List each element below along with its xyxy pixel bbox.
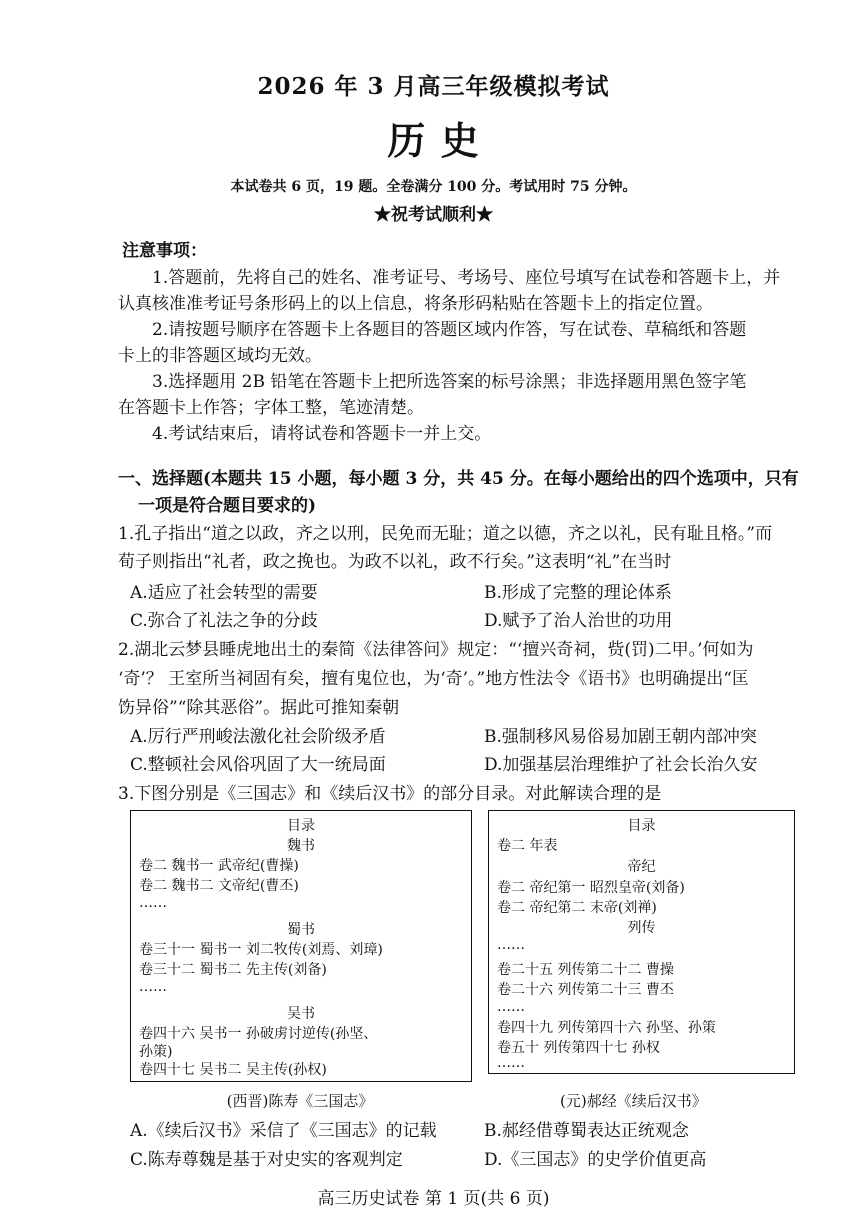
- box-line: 卷二十六 列传第二十三 曹丕: [497, 982, 674, 998]
- good-luck-banner: ★祝考试顺利★: [374, 205, 493, 225]
- q3-option-d: D.《三国志》的史学价值更高: [484, 1150, 707, 1170]
- box-title: 目录: [627, 818, 656, 834]
- notice-line: 3.选择题用 2B 铅笔在答题卡上把所选答案的标号涂黑；非选择题用黑色签字笔: [152, 372, 747, 392]
- exam-meta: 本试卷共 6 页，19 题。全卷满分 100 分。考试用时 75 分钟。: [230, 179, 637, 195]
- box-line: 卷四十九 列传第四十六 孙坚、孙策: [497, 1020, 716, 1036]
- box-line: ……: [139, 895, 167, 911]
- section-heading-cont: 一项是符合题目要求的): [138, 496, 317, 516]
- q2-stem-cont: 饬异俗”“除其恶俗”。据此可推知秦朝: [118, 698, 400, 718]
- q1-option-b: B.形成了完整的理论体系: [484, 583, 672, 603]
- box-group-heading: 蜀书: [287, 922, 315, 938]
- notice-line: 2.请按题号顺序在答题卡上各题目的答题区域内作答，写在试卷、草稿纸和答题: [152, 320, 747, 340]
- notice-line: 卡上的非答题区域均无效。: [118, 346, 322, 366]
- q1-stem: 1.孔子指出“道之以政，齐之以刑，民免而无耻；道之以德，齐之以礼，民有耻且格。”而: [118, 524, 773, 544]
- box-group-heading: 列传: [627, 920, 656, 936]
- q3-option-a: A.《续后汉书》采信了《三国志》的记载: [130, 1121, 437, 1141]
- q3-option-c: C.陈寿尊魏是基于对史实的客观判定: [130, 1150, 403, 1170]
- box-line: 卷二 年表: [497, 838, 558, 854]
- notice-line: 4.考试结束后，请将试卷和答题卡一并上交。: [152, 424, 492, 444]
- box-group-heading: 魏书: [287, 838, 315, 854]
- q2-option-a: A.厉行严刑峻法激化社会阶级矛盾: [130, 727, 386, 747]
- box-group-heading: 帝纪: [627, 859, 656, 875]
- box-line: 卷四十六 吴书一 孙破虏讨逆传(孙坚、: [139, 1026, 378, 1042]
- q2-stem-cont: ‘奇’？ 王室所当祠固有矣，擅有鬼位也，为‘奇’。”地方性法令《语书》也明确提出“匡: [118, 669, 749, 689]
- box-line: 卷二 魏书一 武帝纪(曹操): [139, 858, 299, 874]
- box-line: ……: [497, 937, 525, 953]
- box-line: 卷二 魏书二 文帝纪(曹丕): [139, 878, 299, 894]
- box-title: 目录: [287, 818, 315, 834]
- q3-stem: 3.下图分别是《三国志》和《续后汉书》的部分目录。对此解读合理的是: [118, 784, 662, 804]
- xuhouhanshu-contents-box: [488, 810, 795, 1074]
- notice-heading: 注意事项：: [122, 241, 207, 261]
- notice-line: 1.答题前，先将自己的姓名、准考证号、考场号、座位号填写在试卷和答题卡上，并: [152, 268, 781, 288]
- box-line: 孙策): [139, 1044, 173, 1060]
- q1-option-c: C.弥合了礼法之争的分歧: [130, 611, 318, 631]
- box-line: ……: [497, 1055, 525, 1071]
- q2-option-b: B.强制移风易俗易加剧王朝内部冲突: [484, 727, 757, 747]
- sanguozhi-contents-box: [130, 810, 472, 1082]
- box-line: 卷二 帝纪第一 昭烈皇帝(刘备): [497, 880, 685, 896]
- notice-line: 认真核准准考证号条形码上的以上信息，将条形码粘贴在答题卡上的指定位置。: [118, 294, 713, 314]
- exam-title: 2026 年 3 月高三年级模拟考试: [257, 73, 610, 100]
- q1-stem-cont: 荀子则指出“礼者，政之挽也。为政不以礼，政不行矣。”这表明“礼”在当时: [118, 552, 672, 572]
- q2-stem: 2.湖北云梦县睡虎地出土的秦简《法律答问》规定：“‘擅兴奇祠，赀(罚)二甲。’何如为: [118, 640, 754, 660]
- box-line: 卷四十七 吴书二 吴主传(孙权): [139, 1062, 327, 1078]
- box-group-heading: 吴书: [287, 1006, 315, 1022]
- q1-option-a: A.适应了社会转型的需要: [130, 583, 318, 603]
- box-line: ……: [139, 979, 167, 995]
- box-line: 卷三十二 蜀书二 先主传(刘备): [139, 962, 327, 978]
- box-line: 卷二 帝纪第二 末帝(刘禅): [497, 900, 657, 916]
- box-line: 卷五十 列传第四十七 孙权: [497, 1040, 660, 1056]
- box-line: 卷三十一 蜀书一 刘二牧传(刘焉、刘璋): [139, 942, 383, 958]
- q1-option-d: D.赋予了治人治世的功用: [484, 611, 673, 631]
- notice-line: 在答题卡上作答；字体工整，笔迹清楚。: [118, 398, 424, 418]
- section-heading: 一、选择题(本题共 15 小题，每小题 3 分，共 45 分。在每小题给出的四个选项中，只有: [118, 469, 799, 489]
- box-line: 卷二十五 列传第二十二 曹操: [497, 962, 674, 978]
- box-line: ……: [497, 999, 525, 1015]
- page-footer: 高三历史试卷 第 1 页(共 6 页): [317, 1189, 550, 1209]
- xuhouhanshu-caption: (元)郝经《续后汉书》: [560, 1092, 707, 1110]
- q2-option-d: D.加强基层治理维护了社会长治久安: [484, 755, 758, 775]
- q3-option-b: B.郝经借尊蜀表达正统观念: [484, 1121, 689, 1141]
- subject-title: 历 史: [387, 118, 480, 163]
- q2-option-c: C.整顿社会风俗巩固了大一统局面: [130, 755, 386, 775]
- sanguozhi-caption: (西晋)陈寿《三国志》: [226, 1092, 374, 1110]
